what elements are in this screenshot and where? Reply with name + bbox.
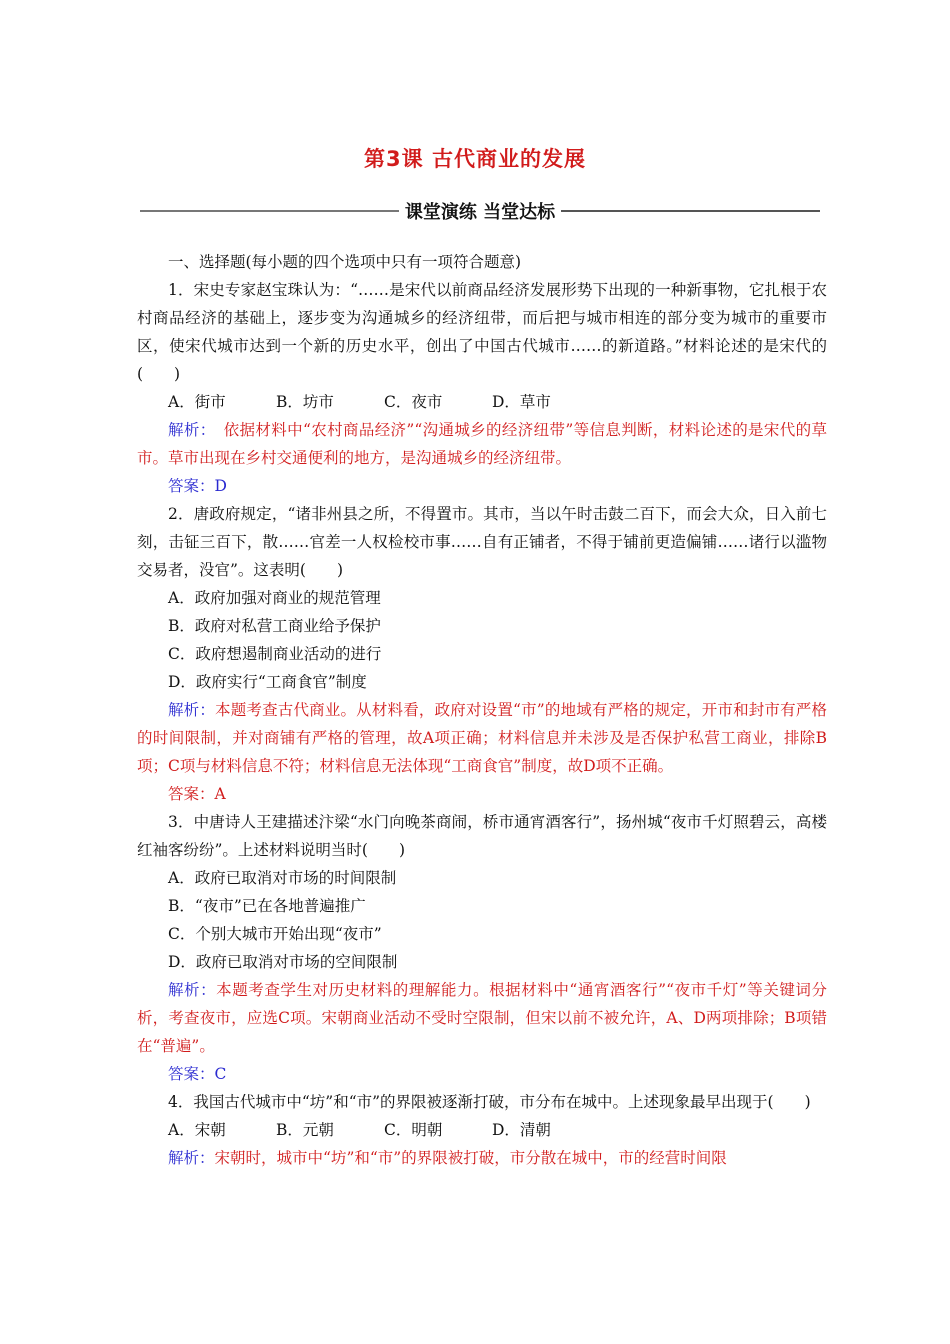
option-a: A．宋朝 (168, 1121, 226, 1139)
question-1-answer: 答案：D (168, 477, 227, 495)
option-b: B．坊市 (276, 393, 334, 411)
section-heading: 一、选择题(每小题的四个选项中只有一项符合题意) (168, 253, 522, 271)
subheading-label: 课堂演练 当堂达标 (404, 202, 556, 223)
section-subheading (140, 198, 820, 224)
question-1-stem: 1．宋史专家赵宝珠认为：“……是宋代以前商品经济发展形势下出现的一种新事物，它扎根于农村商品经济的基础上，逐步变为沟通城乡的经济纽带，而后把与城市相连的部分变为城市的重要市区，使宋代城市达到一个新的历史水平，创出了中国古代城市……的新道路。”材料论述的是宋代的( ) (137, 281, 827, 383)
analysis-text: 本题考查古代商业。从材料看，政府对设置“市”的地域有严格的规定，开市和封市有严格的时间限制，并对商铺有严格的管理，故A项正确；材料信息并未涉及是否保护私营工商业，排除B项；C项与材料信息不符；材料信息无法体现“工商食官”制度，故D项不正确。 (137, 701, 827, 775)
question-4-options (137, 1116, 827, 1144)
option-d: D．清朝 (492, 1121, 551, 1139)
question-3-answer: 答案：C (168, 1065, 227, 1083)
option-a: A．街市 (168, 393, 226, 411)
analysis-text: 本题考查学生对历史材料的理解能力。根据材料中“通宵酒客行”“夜市千灯”等关键词分析，考查夜市，应选C项。宋朝商业活动不受时空限制，但宋以前不被允许，A、D两项排除；B项错在“普遍”。 (137, 981, 827, 1055)
question-1-options (137, 388, 827, 416)
analysis-label: 解析： (168, 981, 217, 999)
question-2-analysis (137, 696, 827, 780)
analysis-text: 宋朝时，城市中“坊”和“市”的界限被打破，市分散在城中，市的经营时间限 (214, 1149, 727, 1167)
analysis-label: 解析： (168, 701, 216, 719)
option-a: A．政府已取消对市场的时间限制 (168, 869, 397, 887)
option-b: B．政府对私营工商业给予保护 (168, 617, 381, 635)
option-d: D．草市 (492, 393, 551, 411)
analysis-text: 依据材料中“农村商品经济”“沟通城乡的经济纽带”等信息判断，材料论述的是宋代的草市。草市出现在乡村交通便利的地方，是沟通城乡的经济纽带。 (137, 421, 827, 467)
option-c: C．明朝 (384, 1121, 443, 1139)
question-4-analysis (137, 1144, 827, 1172)
question-3-analysis (137, 976, 827, 1060)
exercise-content (137, 248, 827, 1172)
option-c: C．夜市 (384, 393, 443, 411)
question-2-stem: 2．唐政府规定，“诸非州县之所，不得置市。其市，当以午时击鼓二百下，而会大众，日入前七刻，击钲三百下，散……官差一人权检校市事……自有正铺者，不得于铺前更造偏铺……诸行以滥物交易者，没官”。这表明( ) (137, 505, 827, 579)
divider-right (561, 210, 820, 212)
question-1-analysis (137, 416, 827, 472)
question-2-answer: 答案：A (168, 785, 226, 803)
option-d: D．政府实行“工商食官”制度 (168, 673, 367, 691)
option-c: C．政府想遏制商业活动的进行 (168, 645, 382, 663)
option-b: B．元朝 (276, 1121, 334, 1139)
question-3-stem: 3．中唐诗人王建描述汴梁“水门向晚茶商闹，桥市通宵酒客行”，扬州城“夜市千灯照碧云，高楼红袖客纷纷”。上述材料说明当时( ) (137, 813, 827, 859)
divider-left (140, 210, 399, 212)
option-c: C．个别大城市开始出现“夜市” (168, 925, 382, 943)
question-4-stem: 4．我国古代城市中“坊”和“市”的界限被逐渐打破，市分布在城中。上述现象最早出现于( ) (168, 1093, 811, 1111)
analysis-label: 解析： (168, 421, 208, 439)
analysis-label: 解析： (168, 1149, 215, 1167)
lesson-title: 第3课 古代商业的发展 (364, 147, 586, 171)
option-b: B．“夜市”已在各地普遍推广 (168, 897, 366, 915)
option-a: A．政府加强对商业的规范管理 (168, 589, 381, 607)
option-d: D．政府已取消对市场的空间限制 (168, 953, 398, 971)
